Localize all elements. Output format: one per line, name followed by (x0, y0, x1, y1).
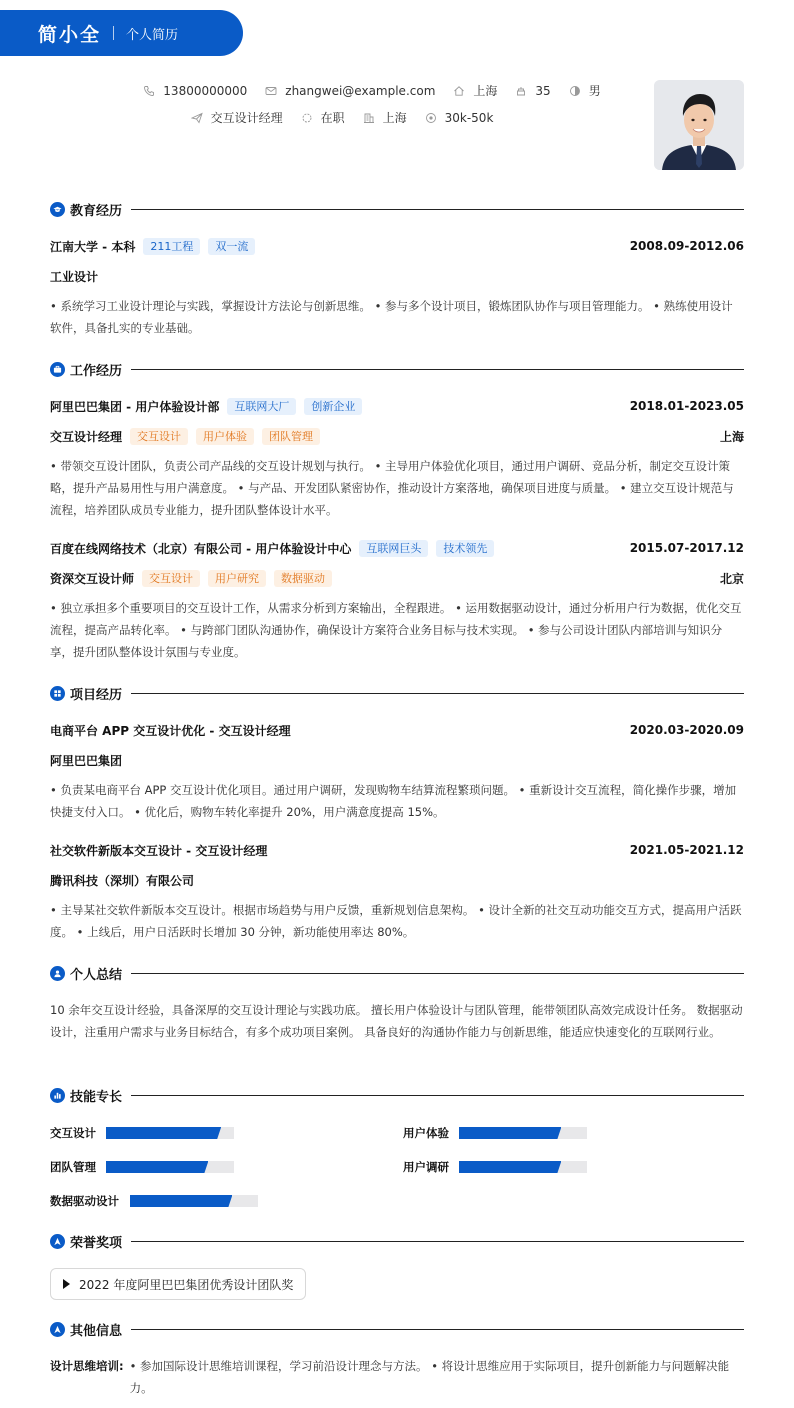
section-awards: 荣誉奖项 (50, 1231, 744, 1251)
project-1-org-row (50, 751, 744, 769)
work-1-description: • 带领交互设计团队，负责公司产品线的交互设计规划与执行。 • 主导用户体验优化项目，通过用户调研、竞品分析，制定交互设计策略，提升产品易用性与用户满意度。 • 与产品、开发团队紧密协作，推动设计方案落地，确保项目进度与质量。 • 建立交互设计规范与流程，培养团队成员专业能力，提升团队整体设计水平。 (50, 459, 734, 517)
skill-bar (459, 1127, 587, 1139)
salary-icon (425, 112, 437, 124)
skill-bar-fill (130, 1195, 232, 1207)
project-period: 2021.05-2021.12 (629, 843, 744, 857)
role-tag: 用户体验 (196, 428, 254, 445)
status-icon (301, 112, 313, 124)
work-1-header (50, 397, 744, 415)
resume-name: 简小全 (38, 23, 102, 46)
company-tag: 创新企业 (304, 398, 362, 415)
grid-icon (50, 686, 65, 701)
project-org: 腾讯科技（深圳）有限公司 (50, 873, 195, 888)
award-item (50, 1268, 306, 1300)
building-icon (363, 112, 375, 124)
skill-item (50, 1159, 234, 1175)
work-city: 北京 (719, 571, 744, 586)
contact-age: 35 (515, 84, 550, 98)
skill-name: 团队管理 (50, 1160, 96, 1174)
summary-text: 10 余年交互设计经验，具备深厚的交互设计理论与实践功底。 擅长用户体验设计与团队管理，能带领团队高效完成设计任务。 数据驱动设计，注重用户需求与业务目标结合，有多个成功项目案例。 具备良好的沟通协作能力与创新思维，能适应快速变化的互联网行业。 (50, 1003, 743, 1039)
skill-bar (459, 1161, 587, 1173)
education-period: 2008.09-2012.06 (629, 239, 744, 253)
play-triangle-icon (63, 1279, 70, 1289)
education-major: 工业设计 (50, 269, 99, 284)
skill-name: 用户体验 (403, 1126, 449, 1140)
skill-item (403, 1159, 587, 1175)
work-period: 2015.07-2017.12 (629, 541, 744, 555)
company-tag: 互联网大厂 (227, 398, 296, 415)
section-divider (131, 1095, 744, 1096)
award-icon (50, 1234, 65, 1249)
company-tag: 技术领先 (436, 540, 494, 557)
header-divider (113, 26, 114, 40)
briefcase-icon (50, 362, 65, 377)
section-divider (131, 973, 744, 974)
skill-bar (130, 1195, 258, 1207)
education-header (50, 237, 744, 255)
section-divider (131, 1329, 744, 1330)
skill-item (50, 1193, 258, 1209)
section-divider (131, 369, 744, 370)
skill-name: 用户调研 (403, 1160, 449, 1174)
work-2-description: • 独立承担多个重要项目的交互设计工作，从需求分析到方案输出，全程跟进。 • 运用数据驱动设计，通过分析用户行为数据，优化交互流程，提高产品转化率。 • 与跨部门团队沟通协作，确保设计方案符合业务目标与技术实现。 • 参与公司设计团队内部培训与知识分享，提升团队整体设计氛围与专业度。 (50, 601, 742, 659)
age-icon (515, 85, 527, 97)
contact-position: 交互设计经理 (191, 109, 283, 126)
avatar (654, 80, 744, 170)
section-other: 其他信息 (50, 1319, 744, 1339)
skill-item (50, 1125, 234, 1141)
project-2-header (50, 841, 744, 859)
section-divider (131, 209, 744, 210)
project-1-header (50, 721, 744, 739)
project-name: 社交软件新版本交互设计 - 交互设计经理 (50, 843, 268, 858)
other-info-label: 设计思维培训: (50, 1359, 124, 1373)
education-description: • 系统学习工业设计理论与实践，掌握设计方法论与创新思维。 • 参与多个设计项目，锻炼团队协作与项目管理能力。 • 熟练使用设计软件，具备扎实的专业基础。 (50, 299, 733, 335)
school-tag: 211工程 (143, 238, 200, 255)
header-banner (0, 10, 243, 56)
skill-item (403, 1125, 587, 1141)
skill-bar (106, 1161, 234, 1173)
section-projects: 项目经历 (50, 683, 744, 703)
section-work: 工作经历 (50, 359, 744, 379)
school-tag: 双一流 (208, 238, 255, 255)
skill-bar-fill (106, 1127, 221, 1139)
skill-bar-fill (459, 1127, 561, 1139)
contact-location: 上海 (453, 82, 497, 99)
resume-subtitle: 个人简历 (126, 27, 179, 43)
project-1-description: • 负责某电商平台 APP 交互设计优化项目。通过用户调研，发现购物车结算流程繁琐问题。 • 重新设计交互流程，简化操作步骤，增加快捷支付入口。 • 优化后，购物车转化率提升 20%，用户满意度提高 15%。 (50, 783, 737, 819)
user-icon (50, 966, 65, 981)
contact-gender: 男 (569, 82, 601, 99)
contact-status: 在职 (301, 109, 345, 126)
bar-chart-icon (50, 1088, 65, 1103)
work-2-role-row (50, 569, 744, 587)
education-major-row (50, 267, 744, 285)
work-company: 阿里巴巴集团 - 用户体验设计部 (50, 399, 220, 414)
contact-email[interactable]: zhangwei@example.com (265, 84, 435, 98)
send-icon (191, 112, 203, 124)
project-period: 2020.03-2020.09 (629, 723, 744, 737)
role-tag: 团队管理 (262, 428, 320, 445)
other-info-text: • 参加国际设计思维培训课程，学习前沿设计理念与方法。 • 将设计思维应用于实际项目，提升创新能力与问题解决能力。 (129, 1359, 730, 1395)
section-divider (131, 693, 744, 694)
section-skills: 技能专长 (50, 1085, 744, 1105)
role-tag: 数据驱动 (274, 570, 332, 587)
award-text: 2022 年度阿里巴巴集团优秀设计团队奖 (79, 1277, 294, 1292)
project-2-org-row (50, 871, 744, 889)
gender-icon (569, 85, 581, 97)
company-tag: 互联网巨头 (359, 540, 428, 557)
graduation-cap-icon (50, 202, 65, 217)
contact-work-city: 上海 (363, 109, 407, 126)
skill-bar (106, 1127, 234, 1139)
work-2-header (50, 539, 744, 557)
role-tag: 交互设计 (130, 428, 188, 445)
skill-name: 数据驱动设计 (50, 1194, 119, 1208)
project-org: 阿里巴巴集团 (50, 753, 123, 768)
project-2-description: • 主导某社交软件新版本交互设计。根据市场趋势与用户反馈，重新规划信息架构。 • 设计全新的社交互动功能交互方式，提高用户活跃度。 • 上线后，用户日活跃时长增加 30 分钟，新功能使用率达 80%。 (50, 903, 742, 939)
phone-icon (143, 85, 155, 97)
work-company: 百度在线网络技术（北京）有限公司 - 用户体验设计中心 (50, 541, 352, 556)
contact-salary: 30k-50k (425, 111, 494, 125)
info-icon (50, 1322, 65, 1337)
skill-bar-fill (106, 1161, 208, 1173)
section-education: 教育经历 (50, 199, 744, 219)
home-icon (453, 85, 465, 97)
work-role: 交互设计经理 (50, 429, 123, 444)
work-role: 资深交互设计师 (50, 571, 135, 586)
role-tag: 交互设计 (142, 570, 200, 587)
skill-name: 交互设计 (50, 1126, 96, 1140)
section-summary: 个人总结 (50, 963, 744, 983)
skill-bar-fill (459, 1161, 561, 1173)
role-tag: 用户研究 (208, 570, 266, 587)
contact-phone: 13800000000 (143, 84, 247, 98)
project-name: 电商平台 APP 交互设计优化 - 交互设计经理 (50, 723, 291, 738)
work-city: 上海 (719, 429, 744, 444)
work-period: 2018.01-2023.05 (629, 399, 744, 413)
section-divider (131, 1241, 744, 1242)
education-school: 江南大学 - 本科 (50, 239, 136, 254)
other-info-item (50, 1355, 744, 1399)
work-1-role-row (50, 427, 744, 445)
mail-icon (265, 85, 277, 97)
